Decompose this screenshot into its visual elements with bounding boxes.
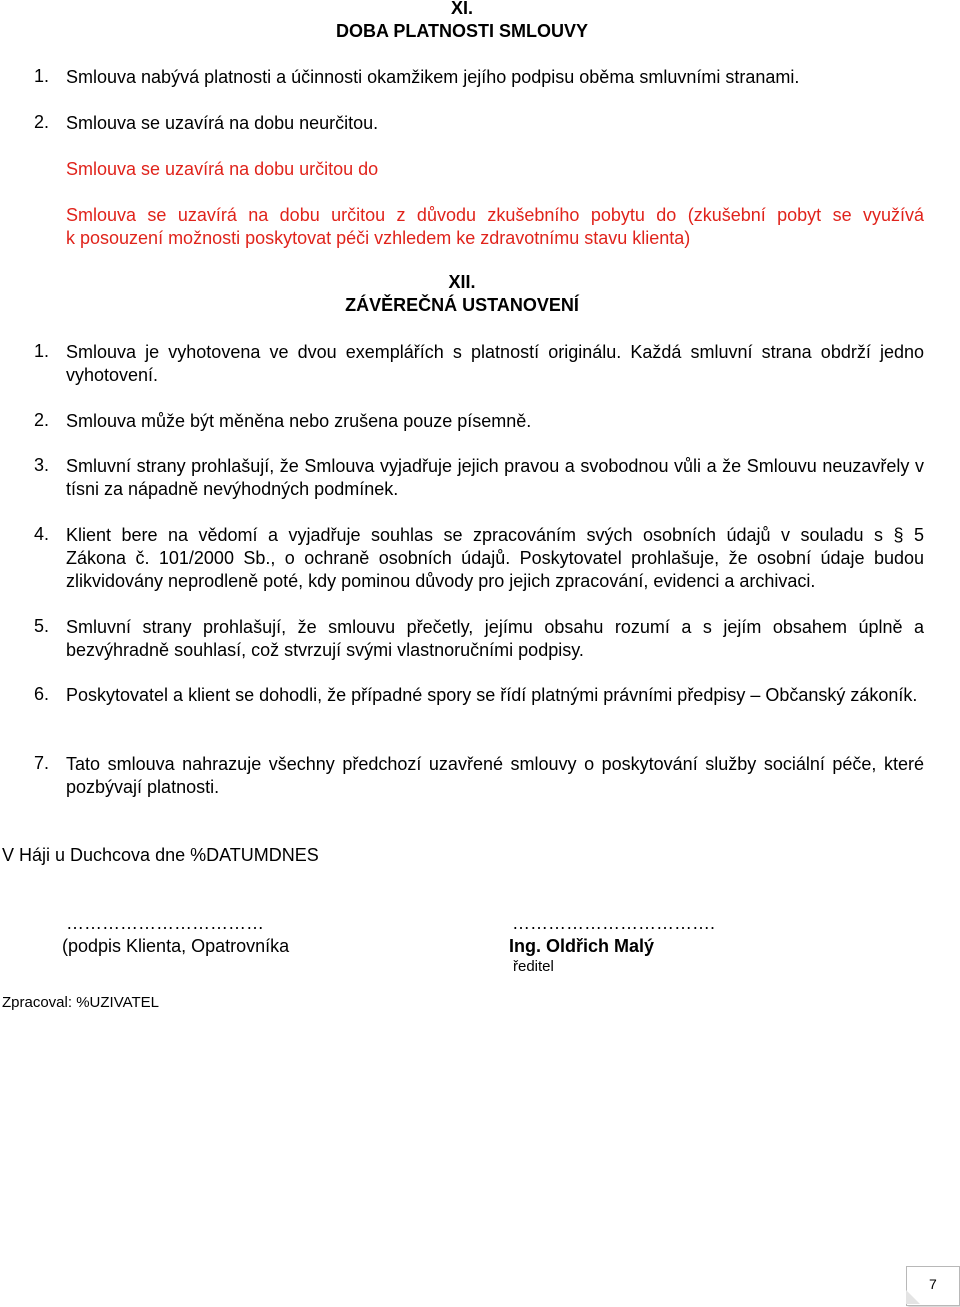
section-12-item-1-text: Smlouva je vyhotovena ve dvou exemplářích s platností originálu. Každá smluvní strana obdrží jedno vyhotovení. — [66, 342, 924, 385]
section-11-item-2-number: 2. — [34, 112, 50, 132]
fixed-term-option: Smlouva se uzavírá na dobu určitou do — [66, 159, 379, 179]
page-number: 7 — [929, 1276, 937, 1292]
section-12-item-6-text: Poskytovatel a klient se dohodli, že případné spory se řídí platnými právními předpisy – Občanský zákoník. — [66, 685, 918, 705]
section-12-item-2-number: 2. — [34, 410, 50, 430]
prepared-by: Zpracoval: %UZIVATEL — [2, 994, 159, 1011]
director-role: ředitel — [513, 958, 554, 975]
section-12-item-2-text: Smlouva může být měněna nebo zrušena pouze písemně. — [66, 411, 532, 431]
director-signature-line: ……………………………. — [512, 913, 716, 933]
section-12-item-3-number: 3. — [34, 455, 50, 475]
section-12-item-4-line-2: Zákona č. 101/2000 Sb., o ochraně osobních údajů. Poskytovatel prohlašuje, že osobní údaje budou — [66, 548, 924, 568]
client-signature-line: …………………………… — [66, 913, 264, 933]
section-11-item-1-text: Smlouva nabývá platnosti a účinnosti okamžikem jejího podpisu oběma smluvními stranami. — [66, 67, 800, 87]
place-and-date: V Háji u Duchcova dne %DATUMDNES — [2, 845, 319, 865]
section-12-number: XII. — [448, 272, 476, 292]
trial-stay-option-line-1: Smlouva se uzavírá na dobu určitou z důvodu zkušebního pobytu do (zkušební pobyt se využívá — [66, 205, 924, 225]
trial-stay-option-line-2: k posouzení možnosti poskytovat péči vzhledem ke zdravotnímu stavu klienta) — [66, 228, 691, 248]
section-12-item-4-line-1: Klient bere na vědomí a vyjadřuje souhlas se zpracováním svých osobních údajů v souladu s § 5 — [66, 525, 924, 545]
section-12-item-7-number: 7. — [34, 753, 50, 773]
director-name: Ing. Oldřich Malý — [509, 936, 655, 956]
section-12-item-1-number: 1. — [34, 341, 50, 361]
section-12-item-5-text: Smluvní strany prohlašují, že smlouvu přečetly, jejímu obsahu rozumí a s jejím obsahem úplně a bezvýhradně souhlasí, což stvrzují svými vlastnoručními podpisy. — [66, 617, 924, 660]
section-12-item-3-text: Smluvní strany prohlašují, že Smlouva vyjadřuje jejich pravou a svobodnou vůli a že Smlouvu neuzavřely v tísni za nápadně nevýhodných podmínek. — [66, 456, 924, 499]
section-12-item-6-number: 6. — [34, 684, 50, 704]
section-12-item-4-line-3: zlikvidovány neprodleně poté, kdy pominou důvody pro jejich zpracování, evidenci a archivaci. — [66, 571, 816, 591]
client-signature-label: (podpis Klienta, Opatrovníka — [62, 936, 290, 956]
section-12-item-5-number: 5. — [34, 616, 50, 636]
section-12-title: ZÁVĚREČNÁ USTANOVENÍ — [345, 295, 579, 315]
section-11-item-2-text: Smlouva se uzavírá na dobu neurčitou. — [66, 113, 379, 133]
section-12-item-4-number: 4. — [34, 524, 50, 544]
section-11-item-1-number: 1. — [34, 66, 50, 86]
page-corner-fold — [906, 1290, 920, 1304]
section-12-item-7-text: Tato smlouva nahrazuje všechny předchozí uzavřené smlouvy o poskytování služby sociální péče, které pozbývají platnosti. — [66, 754, 924, 797]
section-11-title: DOBA PLATNOSTI SMLOUVY — [336, 21, 588, 41]
section-11-number: XI. — [450, 0, 473, 18]
